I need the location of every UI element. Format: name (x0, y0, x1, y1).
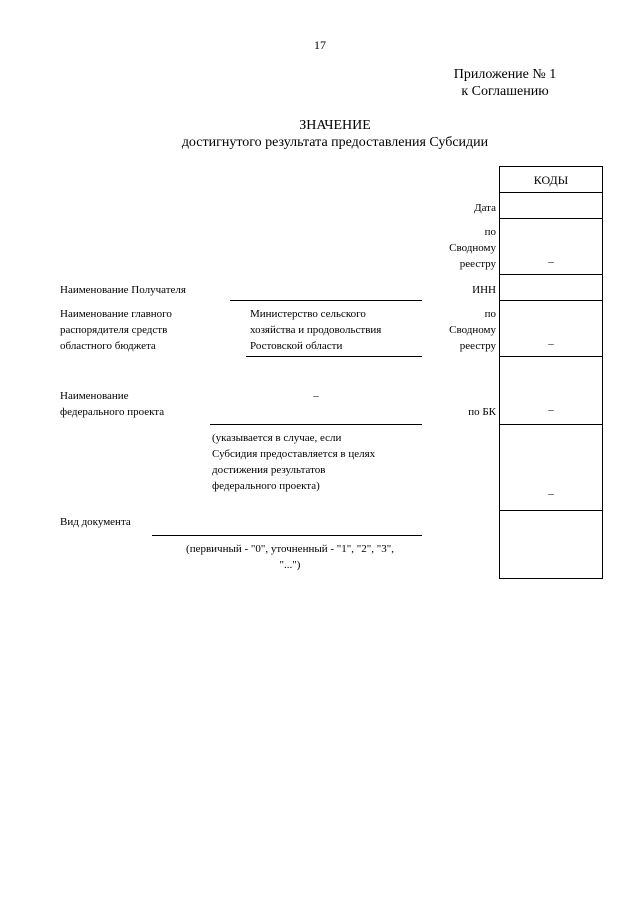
code-cell-registry-2 (500, 301, 602, 357)
appendix-heading (430, 66, 580, 100)
code-cell-doc-type (500, 511, 602, 579)
code-cell-inn (500, 275, 602, 301)
registry-label-2: по Сводному реестру (449, 308, 496, 352)
doc-type-underline (152, 535, 422, 536)
registry-label-1: по Сводному реестру (449, 226, 496, 270)
federal-project-underline (210, 424, 422, 425)
code-cell-registry-1 (500, 219, 602, 275)
appendix-line-2: к Соглашению (461, 84, 549, 99)
inn-label: ИНН (472, 284, 496, 296)
doc-type-label: Вид документа (60, 516, 131, 528)
recipient-underline (230, 300, 422, 301)
title-main: ЗНАЧЕНИЕ (299, 118, 371, 133)
code-value-bk: – (548, 404, 554, 416)
federal-project-label: Наименование федерального проекта (60, 390, 165, 418)
manager-underline (246, 356, 422, 357)
code-cell-date (500, 193, 602, 219)
code-value-registry-2: – (548, 338, 554, 350)
codes-table (499, 166, 603, 579)
manager-label: Наименование главного распорядителя средств областного бюджета (60, 308, 172, 352)
page-number: 17 (314, 38, 326, 52)
document-title (120, 117, 550, 151)
codes-header: КОДЫ (500, 167, 602, 193)
title-sub: достигнутого результата предоставления Субсидии (181, 135, 489, 150)
date-label: Дата (474, 202, 496, 214)
code-cell-bk (500, 357, 602, 425)
doc-type-note: (первичный - "0", уточненный - "1", "2", "3", "...") (186, 543, 394, 571)
code-cell-extra (500, 425, 602, 511)
code-value-extra: – (548, 488, 554, 500)
bk-label: по БК (468, 406, 496, 418)
recipient-label: Наименование Получателя (60, 284, 186, 296)
code-value-registry-1: – (548, 256, 554, 268)
federal-project-note: (указывается в случае, если Субсидия предоставляется в целях достижения результатов федерального проекта) (212, 432, 376, 492)
appendix-line-1: Приложение № 1 (453, 67, 557, 82)
federal-project-value: – (313, 390, 319, 402)
manager-value: Министерство сельского хозяйства и продовольствия Ростовской области (250, 308, 382, 352)
